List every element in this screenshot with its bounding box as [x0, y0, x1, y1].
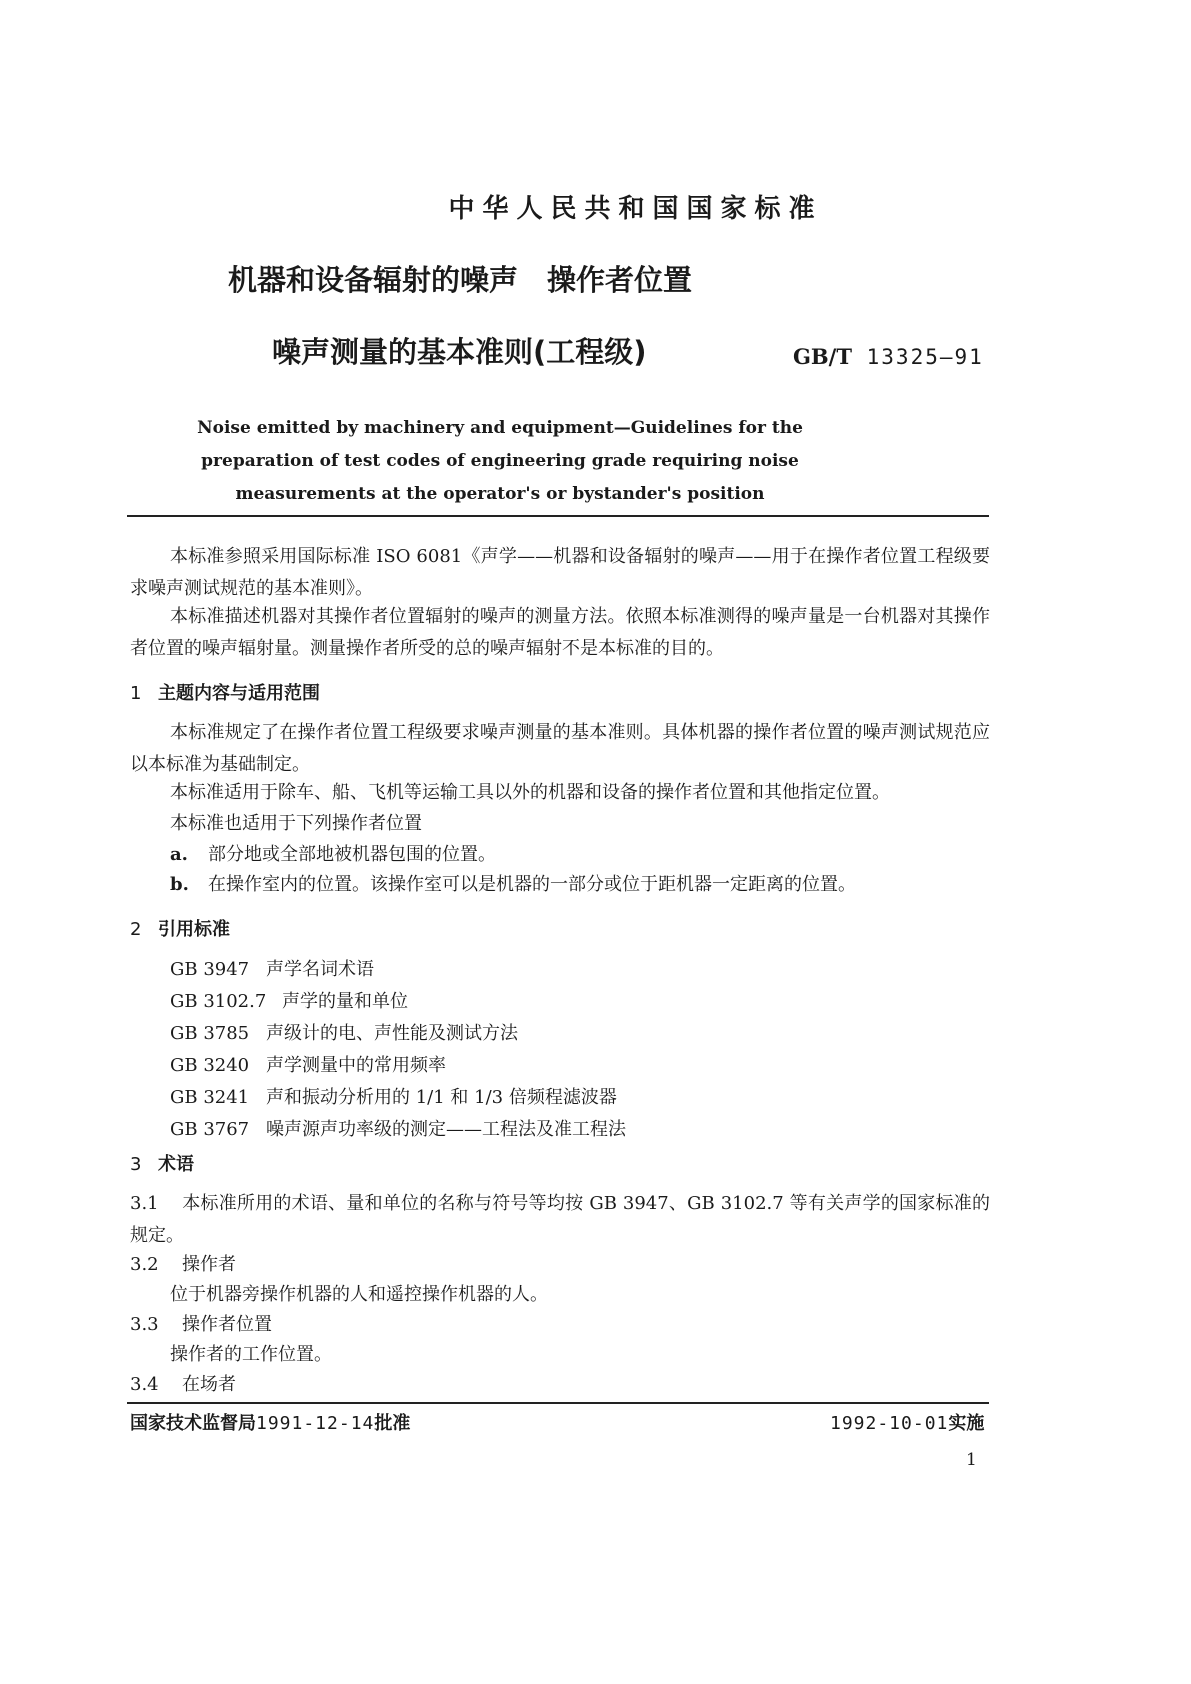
- section-1-paragraph-1: 本标准规定了在操作者位置工程级要求噪声测量的基本准则。具体机器的操作者位置的噪声测试规范应以本标准为基础制定。: [130, 722, 990, 775]
- section-3-title: 术语: [158, 1154, 194, 1175]
- term-3-2-term: 操作者: [182, 1254, 236, 1275]
- term-3-2: [130, 1249, 236, 1281]
- term-3-2-definition: 位于机器旁操作机器的人和遥控操作机器的人。: [170, 1284, 548, 1305]
- section-1-paragraph-3: 本标准也适用于下列操作者位置: [170, 813, 422, 834]
- footer-divider: [127, 1402, 989, 1404]
- item-b-label: b.: [170, 874, 189, 895]
- reference-name: 噪声源声功率级的测定——工程法及准工程法: [266, 1119, 626, 1140]
- term-3-1: [130, 1188, 990, 1252]
- page-number: 1: [966, 1450, 977, 1470]
- national-standard-heading: 中华人民共和国国家标准: [448, 194, 823, 224]
- reference-row: [170, 1050, 626, 1082]
- reference-row: [170, 986, 626, 1018]
- term-3-1-number: 3.1: [130, 1193, 159, 1214]
- section-1-item-a: [170, 839, 496, 871]
- section-2-title: 引用标准: [158, 919, 230, 940]
- title-cn-line2: 噪声测量的基本准则(工程级): [272, 335, 647, 369]
- term-3-3-term: 操作者位置: [182, 1314, 272, 1335]
- item-b-text: 在操作室内的位置。该操作室可以是机器的一部分或位于距机器一定距离的位置。: [208, 874, 856, 895]
- standard-number: [793, 344, 984, 369]
- reference-code: GB 3240: [170, 1055, 250, 1076]
- title-en-line3: measurements at the operator's or bystander's position: [235, 484, 765, 504]
- reference-name: 声学的量和单位: [282, 991, 408, 1012]
- reference-row: [170, 1018, 626, 1050]
- reference-code: GB 3947: [170, 959, 250, 980]
- reference-code: GB 3767: [170, 1119, 250, 1140]
- section-2-number: 2: [130, 919, 142, 940]
- term-3-2-number: 3.2: [130, 1254, 159, 1275]
- reference-row: [170, 1114, 626, 1146]
- intro-paragraph-2: 本标准描述机器对其操作者位置辐射的噪声的测量方法。依照本标准测得的噪声量是一台机器对其操作者位置的噪声辐射量。测量操作者所受的总的噪声辐射不是本标准的目的。: [130, 606, 990, 659]
- term-3-4: [130, 1369, 236, 1401]
- title-en: [150, 412, 850, 511]
- reference-code: GB 3241: [170, 1087, 250, 1108]
- reference-name: 声级计的电、声性能及测试方法: [266, 1023, 518, 1044]
- title-cn-line1: 机器和设备辐射的噪声 操作者位置: [228, 263, 693, 297]
- approval-suffix: 批准: [374, 1413, 411, 1434]
- term-3-3: [130, 1309, 272, 1341]
- reference-name: 声和振动分析用的 1/1 和 1/3 倍频程滤波器: [266, 1087, 617, 1108]
- term-3-1-text: 本标准所用的术语、量和单位的名称与符号等均按 GB 3947、GB 3102.7 等有关声学的国家标准的规定。: [130, 1193, 990, 1246]
- item-a-text: 部分地或全部地被机器包围的位置。: [208, 844, 496, 865]
- approval-line: [130, 1409, 410, 1435]
- section-3-heading: [130, 1150, 194, 1176]
- term-3-3-number: 3.3: [130, 1314, 159, 1335]
- item-a-label: a.: [170, 844, 188, 865]
- section-1-title: 主题内容与适用范围: [158, 683, 320, 704]
- term-3-4-term: 在场者: [182, 1374, 236, 1395]
- approval-date: 1991-12-14: [256, 1413, 375, 1434]
- section-1-heading: [130, 679, 320, 705]
- title-en-line1: Noise emitted by machinery and equipment—Guidelines for the: [197, 418, 803, 438]
- reference-code: GB 3102.7: [170, 991, 267, 1012]
- reference-row: [170, 1082, 626, 1114]
- title-en-line2: preparation of test codes of engineering grade requiring noise: [201, 451, 799, 471]
- effective-line: [830, 1409, 984, 1435]
- reference-list: [170, 954, 626, 1146]
- section-1-item-b: [170, 869, 856, 901]
- term-3-4-number: 3.4: [130, 1374, 159, 1395]
- intro-paragraph-1: 本标准参照采用国际标准 ISO 6081《声学——机器和设备辐射的噪声——用于在操作者位置工程级要求噪声测试规范的基本准则》。: [130, 546, 990, 599]
- standard-code: 13325—91: [866, 345, 984, 369]
- header-divider: [127, 515, 989, 517]
- section-1-paragraph-2: 本标准适用于除车、船、飞机等运输工具以外的机器和设备的操作者位置和其他指定位置。: [170, 782, 890, 803]
- term-3-3-definition: 操作者的工作位置。: [170, 1344, 332, 1365]
- reference-name: 声学测量中的常用频率: [266, 1055, 446, 1076]
- effective-suffix: 实施: [948, 1413, 985, 1434]
- approval-org: 国家技术监督局: [130, 1413, 256, 1434]
- reference-row: [170, 954, 626, 986]
- section-2-heading: [130, 915, 230, 941]
- reference-name: 声学名词术语: [266, 959, 374, 980]
- reference-code: GB 3785: [170, 1023, 250, 1044]
- section-1-number: 1: [130, 683, 142, 704]
- effective-date: 1992-10-01: [830, 1413, 949, 1434]
- standard-prefix: GB/T: [793, 344, 852, 369]
- section-3-number: 3: [130, 1154, 142, 1175]
